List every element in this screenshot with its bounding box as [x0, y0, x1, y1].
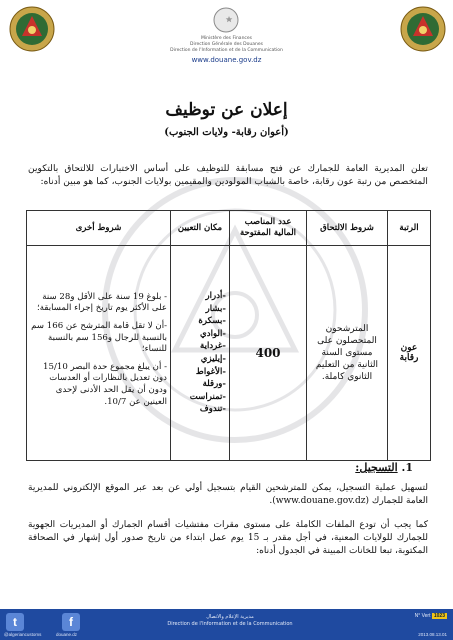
condition-height: -أن لا تقل قامة المترشح عن 166 سم بالنسبة للرجال و156 سم بالنسبة للنساء؛: [31, 321, 167, 355]
header-places: مكان التعيين: [171, 211, 230, 246]
header-directorate: Direction Générale des Douanes: [190, 42, 263, 47]
footer-directorate-fr: Direction de l'Information et de la Communication: [167, 621, 293, 627]
condition-vision: - أن يبلغ مجموع حدة البصر 15/10 دون تعديل بالنظارات أو العدسات ودون أن يقل الحد الأدنى لإحدى العينين عن 10/7.: [43, 361, 167, 407]
place-item: -تمنراست: [189, 391, 226, 402]
header-other-conditions: شروط أخرى: [27, 211, 171, 246]
twitter-handle[interactable]: @algeriancustoms: [4, 632, 42, 637]
header-website-link[interactable]: www.douane.gov.dz: [191, 56, 262, 64]
section-number: 1.: [401, 461, 413, 474]
announcement-subtitle: (أعوان رقابة- ولايات الجنوب): [164, 127, 289, 138]
header-division: Direction de l'Information et de la Communication: [170, 48, 283, 53]
registration-paragraph-2: كما يجب أن تودع الملفات الكاملة على مستوى مقرات مفتشيات أقسام الجمارك أو المديريات الجهوية للجمارك للولايات المعنية، في أجل مقدر بـ 15 يوم عمل ابتداء من تاريخ صدور أول إشهار في الصحافة المكتوبة، تبعا للخانات المبينة في الجدول أدناه:: [28, 520, 429, 556]
table-row: [27, 246, 431, 461]
cell-grade: عون رقابة: [388, 246, 431, 461]
green-number-label: N° Vert: [414, 613, 431, 619]
table-header-row: [27, 211, 431, 246]
place-item: -بشار: [205, 303, 226, 314]
section-registration-heading: [355, 461, 413, 474]
header-posts: عدد المناصب المالية المفتوحة: [230, 211, 307, 246]
place-item: -إيليزي: [200, 354, 226, 364]
header-grade: الرتبة: [388, 211, 431, 246]
green-number-badge: 1023: [433, 613, 445, 619]
footer-green-number: [415, 613, 447, 619]
cell-places: [171, 246, 230, 461]
place-item: -ورقلة: [202, 379, 226, 390]
recruitment-table: [26, 210, 431, 461]
footer-directorate: [160, 614, 300, 628]
section-label: التسجيل:: [355, 461, 398, 474]
facebook-icon[interactable]: f: [62, 613, 80, 631]
footer-directorate-ar: مديرية الإعلام والاتصال: [206, 614, 254, 620]
national-emblem-icon: [212, 6, 240, 34]
registration-paragraph-1: لتسهيل عملية التسجيل، يمكن للمترشحين القيام بتسجيل أولي عن بعد عبر الموقع الإلكتروني للمديرية العامة للجمارك (www.douane.gov.dz).: [28, 483, 428, 506]
place-item: -الوادي: [200, 328, 226, 339]
condition-age: - بلوغ 19 سنة على الأقل و28 سنة على الأكثر يوم تاريخ إجراء المسابقة؛: [37, 291, 167, 314]
place-item: -الأغواط: [195, 366, 226, 377]
twitter-icon[interactable]: t: [6, 613, 24, 631]
announcement-title: إعلان عن توظيف: [165, 100, 288, 120]
place-item: -تندوف: [199, 404, 226, 415]
place-item: -بسكرة: [198, 316, 226, 327]
facebook-handle[interactable]: douane.dz: [56, 632, 78, 637]
cell-posts: 400: [230, 246, 307, 461]
cell-requirements: المترشحون المتحصلون على مستوى السنة الثانية من التعليم الثانوي كاملة.: [307, 246, 388, 461]
header-ministry: Ministère des Finances: [200, 36, 253, 41]
intro-paragraph: تعلن المديرية العامة للجمارك عن فتح مسابقة للتوظيف على أساس الاختبارات للالتحاق بالتكوين المتخصص من رتبة عون رقابة، خاصة بالشباب المولودين والمقيمين بولايات الجنوب، كما هو مبين أدناه:: [28, 163, 428, 187]
cell-other-conditions: [27, 246, 171, 461]
header-requirements: شروط الالتحاق: [307, 211, 388, 246]
document-reference: 2013.08.13.01: [418, 632, 447, 637]
place-item: -غرداية: [199, 341, 226, 352]
place-item: -أدرار: [205, 291, 226, 302]
